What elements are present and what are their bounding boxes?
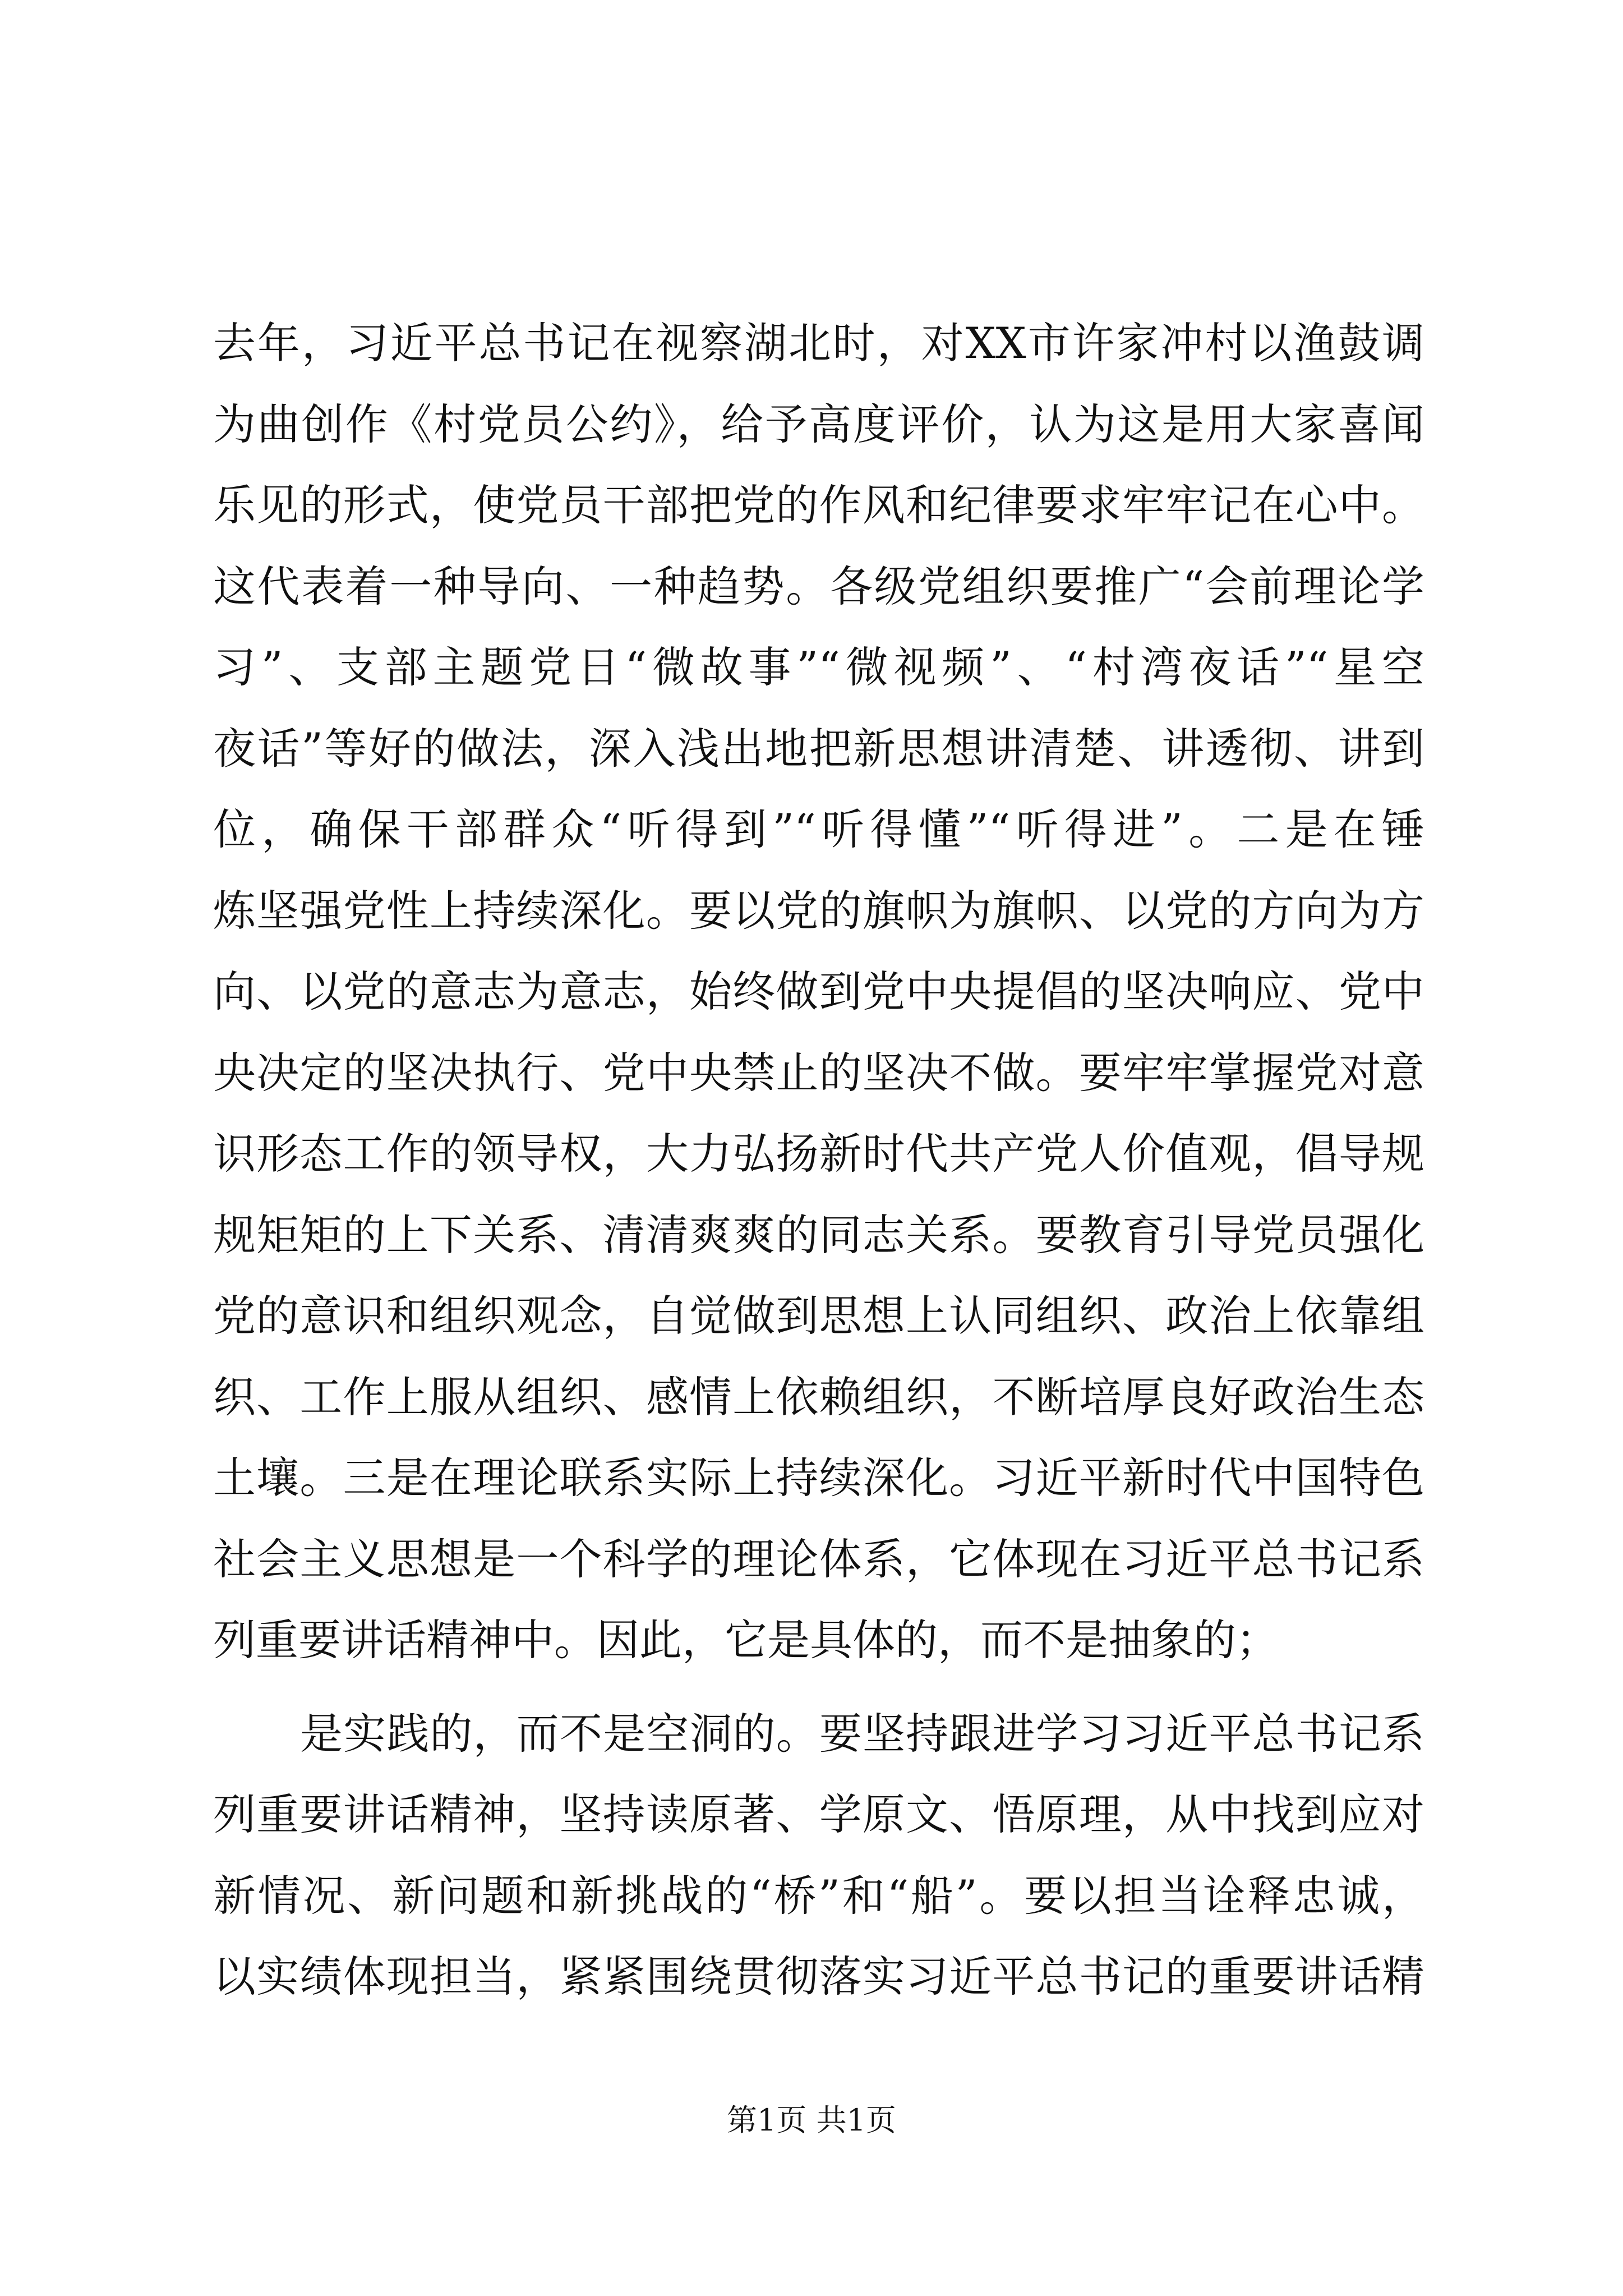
- text-line: 土壤。三是在理论联系实际上持续深化。习近平新时代中国特色: [213, 1453, 1424, 1503]
- text-line: 央决定的坚决执行、党中央禁止的坚决不做。要牢牢掌握党对意: [213, 1047, 1424, 1098]
- text-line: 织、工作上服从组织、感情上依赖组织，不断培厚良好政治生态: [213, 1372, 1424, 1422]
- text-line: 这代表着一种导向、一种趋势。各级党组织要推广“会前理论学: [213, 561, 1424, 611]
- text-line: 规矩矩的上下关系、清清爽爽的同志关系。要教育引导党员强化: [213, 1209, 1424, 1260]
- text-line: 识形态工作的领导权，大力弘扬新时代共产党人价值观，倡导规: [213, 1129, 1424, 1179]
- text-line: 新情况、新问题和新挑战的“桥”和“船”。要以担当诠释忠诚，: [213, 1870, 1424, 1921]
- paragraph-2: [213, 1694, 1424, 2018]
- text-line: 列重要讲话精神，坚持读原著、学原文、悟原理，从中找到应对: [213, 1789, 1424, 1839]
- text-line: 是实践的，而不是空洞的。要坚持跟进学习习近平总书记系: [300, 1708, 1424, 1759]
- text-line: 夜话”等好的做法，深入浅出地把新思想讲清楚、讲透彻、讲到: [213, 723, 1424, 774]
- text-line: 炼坚强党性上持续深化。要以党的旗帜为旗帜、以党的方向为方: [213, 885, 1424, 936]
- text-line: 列重要讲话精神中。因此，它是具体的，而不是抽象的；: [213, 1615, 1279, 1665]
- text-line: 向、以党的意志为意志，始终做到党中央提倡的坚决响应、党中: [213, 967, 1424, 1016]
- paragraph-spacer: [213, 1681, 1424, 1694]
- text-line: 为曲创作《村党员公约》，给予高度评价，认为这是用大家喜闻: [213, 399, 1424, 449]
- text-line: 位，确保干部群众“听得到”“听得懂”“听得进”。二是在锤: [213, 804, 1424, 854]
- text-line: 乐见的形式，使党员干部把党的作风和纪律要求牢牢记在心中。: [213, 480, 1424, 530]
- page-footer: 第1页 共1页: [727, 2102, 896, 2138]
- text-line: 党的意识和组织观念，自觉做到思想上认同组织、政治上依靠组: [213, 1291, 1424, 1341]
- text-line: 以实绩体现担当，紧紧围绕贯彻落实习近平总书记的重要讲话精: [213, 1952, 1424, 2001]
- text-line: 习”、支部主题党日“微故事”“微视频”、“村湾夜话”“星空: [213, 642, 1424, 692]
- document-body: [213, 303, 1424, 2018]
- text-line: 去年，习近平总书记在视察湖北时，对XX市许家冲村以渔鼓调: [213, 318, 1424, 368]
- text-line: 社会主义思想是一个科学的理论体系，它体现在习近平总书记系: [213, 1534, 1424, 1584]
- paragraph-1: [213, 303, 1424, 1681]
